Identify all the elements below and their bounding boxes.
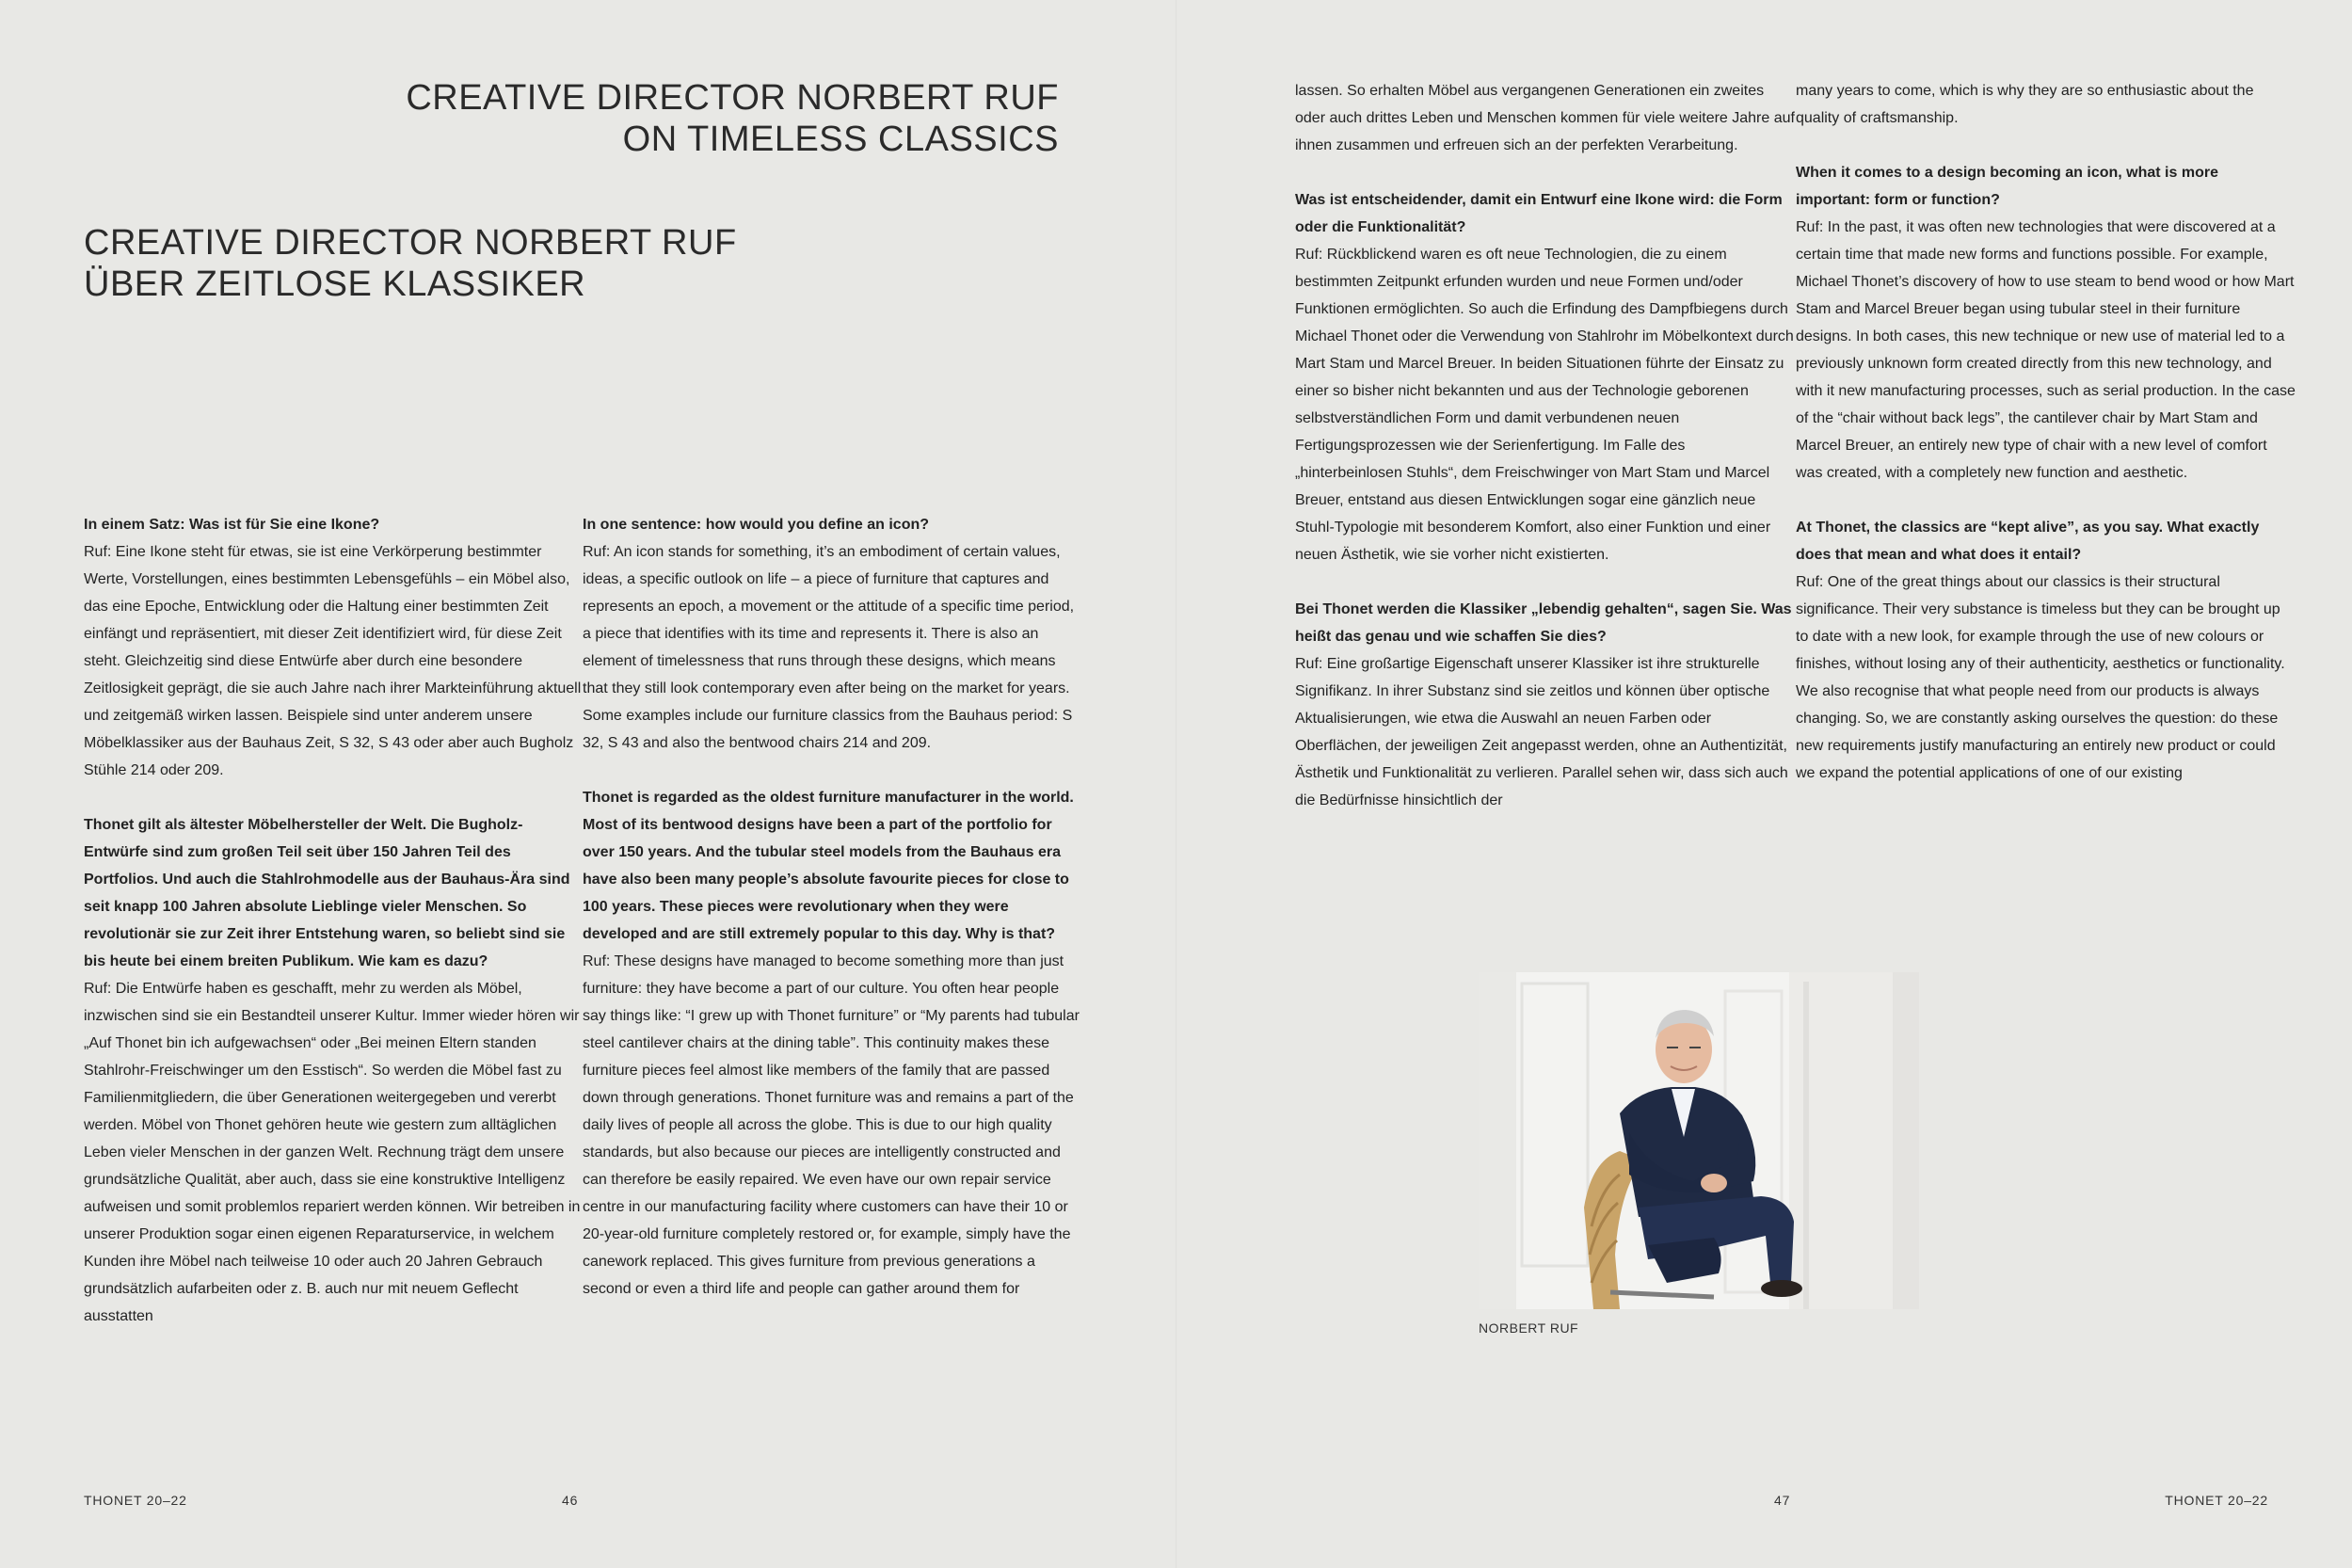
title-english [400,77,1059,160]
title-german [84,222,743,305]
answer-german-1: Ruf: Eine Ikone steht für etwas, sie ist eine Verkörperung bestimmter Werte, Vorstellungen, eines bestimmten Lebensgefühls – ein Möbel also, das eine Epoche, Entwicklung oder die Haltung einer bestimmten Zeit einfängt und repräsentiert, mit dieser Zeit identifiziert wird, für diese Zeit steht. Gleichzeitig sind diese Entwürfe aber durch eine besondere Zeitlosigkeit geprägt, die sie auch Jahre nach ihrer Markteinführung aktuell und zeitgemäß wirken lassen. Beispiele sind unter anderem unsere Möbelklassiker aus der Bauhaus Zeit, S 32, S 43 oder aber auch Bugholz Stühle 214 oder 209. [84,544,582,778]
question-english-2: Thonet is regarded as the oldest furniture manufacturer in the world. Most of its bentwood designs have been a part of the portfolio for over 150 years. And the tubular steel models from the Bauhaus era have also been many people’s absolute favourite pieces for close to 100 years. These pieces were revolutionary when they were developed and are still extremely popular to this day. Why is that? [583,790,1074,942]
title-english-line2: ON TIMELESS CLASSICS [622,120,1059,159]
column-english-left [583,511,1083,1303]
answer-german-4: Ruf: Eine großartige Eigenschaft unserer Klassiker ist ihre strukturelle Signifikanz. In ihrer Substanz sind sie zeitlos und können über optische Aktualisierungen, wie etwa die Auswahl an neuen Farben oder Oberflächen, der jeweiligen Zeit angepasst werden, ohne an Authentizität, Ästhetik und Funktionalität zu verlieren. Parallel sehen wir, dass sich auch die Bedürfnisse hinsichtlich der [1295,656,1788,808]
answer-english-continued: many years to come, which is why they are so enthusiastic about the quality of craftsmanship. [1796,83,2254,126]
footer-brand-left: THONET 20–22 [84,1493,187,1508]
answer-german-2: Ruf: Die Entwürfe haben es geschafft, mehr zu werden als Möbel, inzwischen sind sie ein Bestandteil unserer Kultur. Immer wieder hören wir „Auf Thonet bin ich aufgewachsen“ oder „Bei meinen Eltern standen Stahlrohr-Freischwinger um den Esstisch“. So werden die Möbel fast zu Familienmitgliedern, die über Generationen weitergegeben und vererbt werden. Möbel von Thonet gehören heute wie gestern zum alltäglichen Leben vieler Menschen in der ganzen Welt. Rechnung trägt dem unsere grundsätzliche Qualität, aber auch, dass sie eine konstruktive Intelligenz aufweisen und somit problemlos repariert werden können. Wir betreiben in unserer Produktion sogar einen eigenen Reparaturservice, in welchem Kunden ihre Möbel nach teilweise 10 oder auch 20 Jahren Gebrauch grundsätzlich aufarbeiten oder z. B. auch nur mit neuem Geflecht ausstatten [84,981,581,1324]
footer-brand-right: THONET 20–22 [2165,1493,2268,1508]
page-gutter [1176,0,1177,1568]
photo-caption: NORBERT RUF [1479,1320,1579,1336]
answer-english-3: Ruf: In the past, it was often new technologies that were discovered at a certain time that made new forms and functions possible. For example, Michael Thonet’s discovery of how to use steam to bend wood or how Mart Stam and Marcel Breuer began using tubular steel in their furniture designs. In both cases, this new technique or new use of material led to a previously unknown form created directly from this new technology, and with it new manufacturing processes, such as serial production. In the case of the “chair without back legs”, the cantilever chair by Mart Stam and Marcel Breuer, an entirely new type of chair with a new level of comfort was created, with a completely new function and aesthetic. [1796,219,2296,481]
column-german-right [1295,77,1796,814]
portrait-photo [1479,972,1919,1309]
question-english-4: At Thonet, the classics are “kept alive”, as you say. What exactly does that mean and what does it entail? [1796,520,2260,563]
title-english-line1: CREATIVE DIRECTOR NORBERT RUF [406,78,1059,118]
question-german-4: Bei Thonet werden die Klassiker „lebendig gehalten“, sagen Sie. Was heißt das genau und wie schaffen Sie dies? [1295,601,1792,645]
column-english-right [1796,77,2296,787]
title-german-line1: CREATIVE DIRECTOR NORBERT RUF [84,223,737,263]
answer-german-3: Ruf: Rückblickend waren es oft neue Technologien, die zu einem bestimmten Zeitpunkt erfunden wurden und neue Formen und/oder Funktionen ermöglichten. So auch die Erfindung des Dampfbiegens durch Michael Thonet oder die Verwendung von Stahlrohr im Möbelkontext durch Mart Stam und Marcel Breuer. In beiden Situationen führte der Einsatz zu einer so bisher nicht bekannten und aus der Technologie geborenen selbstverständlichen Form und damit verbundenen neuen Fertigungsprozessen wie der Serienfertigung. Im Falle des „hinterbeinlosen Stuhls“, dem Freischwinger von Mart Stam und Marcel Breuer, entstand aus diesen Entwicklungen sogar eine gänzlich neue Stuhl-Typologie mit besonderem Komfort, also einer Funktion und einer neuen Ästhetik, wie sie vorher nicht existierten. [1295,247,1794,563]
answer-english-2: Ruf: These designs have managed to become something more than just furniture: they have become a part of our culture. You often hear people say things like: “I grew up with Thonet furniture” or “My parents had tubular steel cantilever chairs at the dining table”. This continuity makes these furniture pieces feel almost like members of the family that are passed down through generations. Thonet furniture was and remains a part of the daily lives of people all across the globe. This is due to our high quality standards, but also because our pieces are intelligently constructed and can therefore be easily repaired. We even have our own repair service centre in our manufacturing facility where customers can have their 10 or 20-year-old furniture completely restored or, for example, simply have the canework replaced. This gives furniture from previous generations a second or even a third life and people can gather around them for [583,953,1080,1297]
answer-english-1: Ruf: An icon stands for something, it’s an embodiment of certain values, ideas, a specific outlook on life – a piece of furniture that captures and represents an epoch, a movement or the attitude of a specific time period, a piece that identifies with its time and represents it. There is also an element of timelessness that runs through these designs, which means that they still look contemporary even after being on the market for years. Some examples include our furniture classics from the Bauhaus period: S 32, S 43 and also the bentwood chairs 214 and 209. [583,544,1075,751]
column-german-left [84,511,584,1330]
question-german-1: In einem Satz: Was ist für Sie eine Ikone? [84,517,380,533]
answer-german-continued: lassen. So erhalten Möbel aus vergangenen Generationen ein zweites oder auch drittes Leben und Menschen kommen für viele weitere Jahre auf ihnen zusammen und erfreuen sich an der perfekten Verarbeitung. [1295,83,1795,153]
page-number-right: 47 [1774,1493,1791,1508]
answer-english-4: Ruf: One of the great things about our classics is their structural significance. Their very substance is timeless but they can be brought up to date with a new look, for example through the use of new colours or finishes, without losing any of their authenticity, aesthetics or functionality. We also recognise that what people need from our products is always changing. So, we are constantly asking ourselves the question: do these new requirements justify manufacturing an entirely new product or could we expand the potential applications of one of our existing [1796,574,2285,781]
question-german-2: Thonet gilt als ältester Möbelhersteller der Welt. Die Bugholz-Entwürfe sind zum großen Teil seit über 150 Jahren Teil des Portfolios. Und auch die Stahlrohmodelle aus der Bauhaus-Ära sind seit knapp 100 Jahren absolute Lieblinge vieler Menschen. So revolutionär sie zur Zeit ihrer Entstehung waren, so beliebt sind sie bis heute bei einem breiten Publikum. Wie kam es dazu? [84,817,570,969]
question-english-1: In one sentence: how would you define an icon? [583,517,930,533]
question-english-3: When it comes to a design becoming an icon, what is more important: form or function? [1796,165,2218,208]
page-number-left: 46 [562,1493,579,1508]
title-german-line2: ÜBER ZEITLOSE KLASSIKER [84,264,586,304]
portrait-illustration [1479,972,1919,1309]
question-german-3: Was ist entscheidender, damit ein Entwurf eine Ikone wird: die Form oder die Funktionalität? [1295,192,1783,235]
